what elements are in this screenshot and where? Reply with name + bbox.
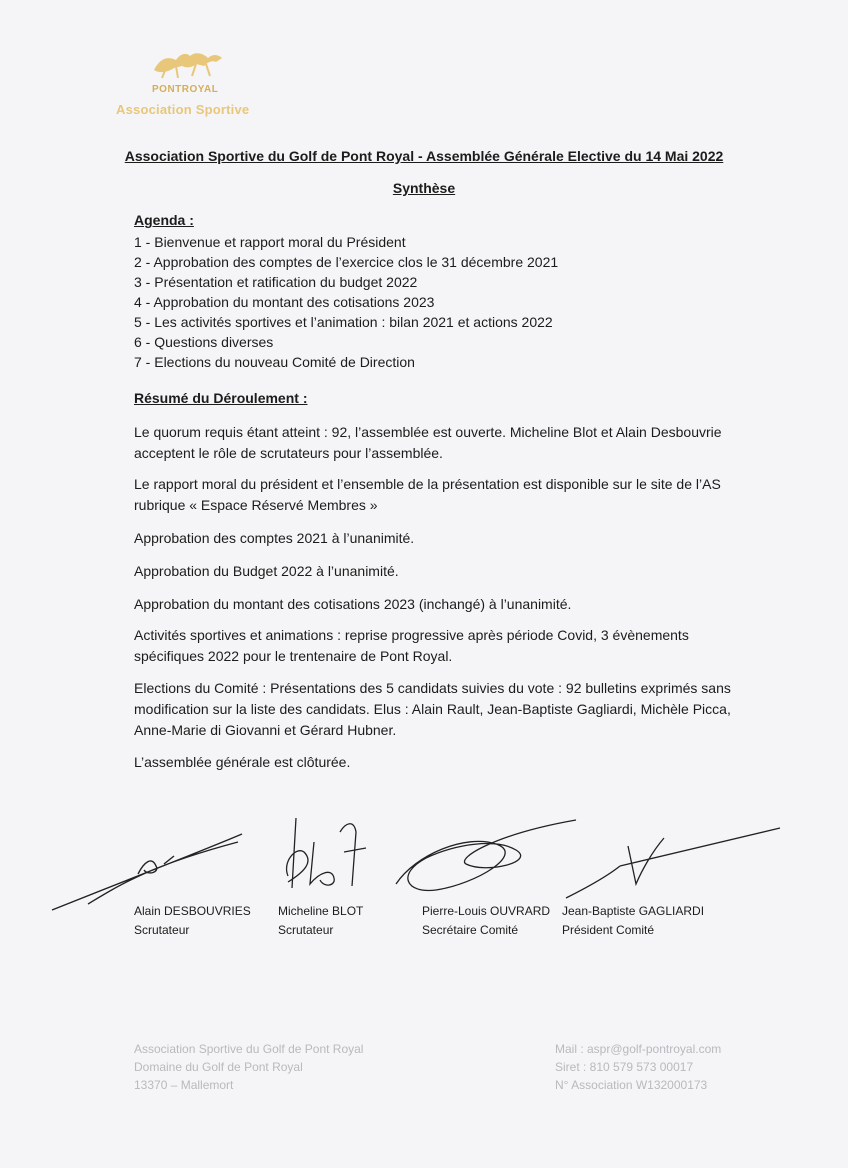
footer-line: Association Sportive du Golf de Pont Royal <box>134 1042 364 1056</box>
signatory-name: Alain DESBOUVRIES <box>134 904 251 918</box>
agenda-item: 2 - Approbation des comptes de l’exercice clos le 31 décembre 2021 <box>134 254 559 270</box>
footer-line: Domaine du Golf de Pont Royal <box>134 1060 303 1074</box>
logo-brand: PONTROYAL <box>152 84 219 95</box>
signatory-blot <box>278 902 363 940</box>
summary-paragraph: Approbation du montant des cotisations 2023 (inchangé) à l’unanimité. <box>134 596 572 612</box>
agenda-item: 1 - Bienvenue et rapport moral du Président <box>134 234 406 250</box>
agenda-list <box>134 232 558 372</box>
horses-logo-icon <box>146 44 226 84</box>
footer-address <box>134 1040 363 1094</box>
signatory-name: Jean-Baptiste GAGLIARDI <box>562 904 705 918</box>
summary-paragraph: Approbation du Budget 2022 à l’unanimité. <box>134 563 399 579</box>
agenda-item: 3 - Présentation et ratification du budget 2022 <box>134 274 418 290</box>
footer-line: N° Association W132000173 <box>555 1078 708 1092</box>
signatory-ouvrard <box>422 902 550 940</box>
signatory-name: Micheline BLOT <box>278 904 364 918</box>
signatory-role: Scrutateur <box>134 923 190 937</box>
agenda-item: 4 - Approbation du montant des cotisations 2023 <box>134 294 435 310</box>
summary-paragraph: Activités sportives et animations : reprise progressive après période Covid, 3 évènements spécifiques 2022 pour le trentenaire de Pont Royal. <box>134 627 689 664</box>
footer-contact <box>555 1040 721 1094</box>
summary-paragraph: Approbation des comptes 2021 à l’unanimité. <box>134 530 415 546</box>
summary-paragraph: Elections du Comité : Présentations des 5 candidats suivies du vote : 92 bulletins exprimés sans modification sur la liste des candidats. Elus : Alain Rault, Jean-Baptiste Gagliardi, Michèle Picca, Anne-Marie di Giovanni et Gérard Hubner. <box>134 680 731 738</box>
footer-line: Siret : 810 579 573 00017 <box>555 1060 694 1074</box>
document-title: Association Sportive du Golf de Pont Royal - Assemblée Générale Elective du 14 Mai 2022 <box>124 148 724 164</box>
signatory-role: Secrétaire Comité <box>422 923 519 937</box>
agenda-item: 7 - Elections du nouveau Comité de Direction <box>134 354 415 370</box>
signature-ouvrard <box>386 814 586 904</box>
agenda-heading: Agenda : <box>134 212 194 228</box>
signatory-role: Président Comité <box>562 923 655 937</box>
signature-blot <box>274 812 374 892</box>
logo-caption: Association Sportive <box>116 102 250 117</box>
signatory-role: Scrutateur <box>278 923 334 937</box>
summary-paragraph: L’assemblée générale est clôturée. <box>134 754 351 770</box>
footer-line: Mail : aspr@golf-pontroyal.com <box>555 1042 722 1056</box>
signatory-gagliardi <box>562 902 704 940</box>
signatory-desbouvries <box>134 902 251 940</box>
agenda-item: 6 - Questions diverses <box>134 334 274 350</box>
signatory-name: Pierre-Louis OUVRARD <box>422 904 551 918</box>
club-logo <box>116 44 276 124</box>
agenda-item: 5 - Les activités sportives et l’animation : bilan 2021 et actions 2022 <box>134 314 553 330</box>
summary-paragraph: Le quorum requis étant atteint : 92, l’assemblée est ouverte. Micheline Blot et Alain Desbouvrie acceptent le rôle de scrutateurs pour l’assemblée. <box>134 424 722 461</box>
summary-paragraph: Le rapport moral du président et l’ensemble de la présentation est disponible sur le site de l’AS rubrique « Espace Réservé Membres » <box>134 476 721 513</box>
summary-heading: Résumé du Déroulement : <box>134 390 308 406</box>
document-subtitle: Synthèse <box>392 180 456 196</box>
footer-line: 13370 – Mallemort <box>134 1078 234 1092</box>
signature-gagliardi <box>560 822 786 906</box>
